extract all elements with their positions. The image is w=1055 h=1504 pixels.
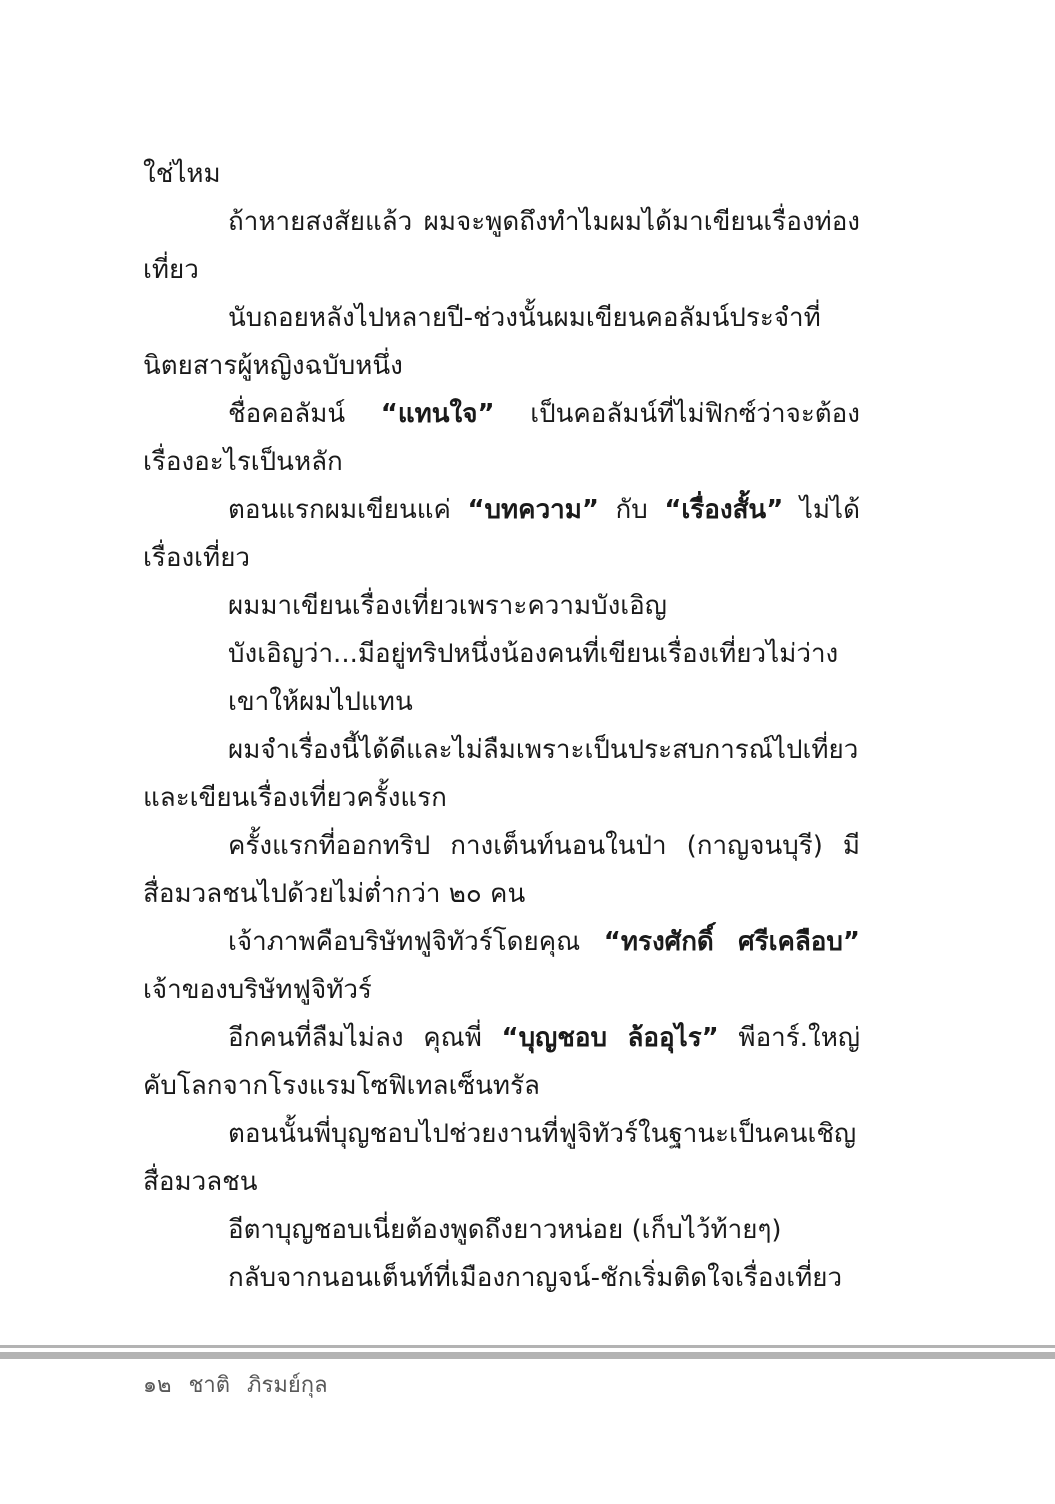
text-run: ไม่ได้ bbox=[799, 495, 860, 525]
author-last-name: ภิรมย์กุล bbox=[247, 1373, 328, 1398]
text-line: เรื่องเที่ยว bbox=[143, 543, 251, 573]
column-name-bold: “แทนใจ” bbox=[380, 399, 495, 429]
person-name-bold: “ทรงศักดิ์ ศรีเคลือบ” bbox=[603, 927, 860, 957]
text-line: กลับจากนอนเต็นท์ที่เมืองกาญจน์-ชักเริ่มติดใจเรื่องเที่ยว bbox=[228, 1263, 843, 1293]
text-line: ผมจำเรื่องนี้ได้ดีและไม่ลืมเพราะเป็นประสบการณ์ไปเที่ยว bbox=[228, 735, 859, 765]
bold-term: “เรื่องสั้น” bbox=[664, 495, 784, 525]
text-run: ชื่อคอลัมน์ bbox=[228, 399, 381, 429]
text-line: ตอนนั้นพี่บุญชอบไปช่วยงานที่ฟูจิทัวร์ในฐานะเป็นคนเชิญ bbox=[228, 1119, 857, 1149]
text-line bbox=[228, 390, 860, 438]
text-line: เจ้าของบริษัทฟูจิทัวร์ bbox=[143, 975, 372, 1005]
bold-term: “บทความ” bbox=[467, 495, 600, 525]
text-line: อีตาบุญชอบเนี่ยต้องพูดถึงยาวหน่อย (เก็บไว้ท้ายๆ) bbox=[228, 1215, 782, 1245]
page-number: ๑๒ bbox=[143, 1373, 172, 1398]
text-run: พีอาร์.ใหญ่ bbox=[718, 1023, 860, 1053]
text-line: เรื่องอะไรเป็นหลัก bbox=[143, 447, 343, 477]
text-line: เขาให้ผมไปแทน bbox=[228, 687, 413, 717]
text-line: สื่อมวลชนไปด้วยไม่ต่ำกว่า ๒๐ คน bbox=[143, 879, 526, 909]
text-line: ถ้าหายสงสัยแล้ว ผมจะพูดถึงทำไมผมได้มาเขียนเรื่องท่อง bbox=[228, 207, 860, 237]
text-line bbox=[228, 486, 860, 534]
text-line: ใช่ไหม bbox=[143, 159, 221, 189]
text-line: สื่อมวลชน bbox=[143, 1167, 258, 1197]
text-line: และเขียนเรื่องเที่ยวครั้งแรก bbox=[143, 783, 447, 813]
footer-divider bbox=[0, 1345, 1055, 1348]
text-line: ผมมาเขียนเรื่องเที่ยวเพราะความบังเอิญ bbox=[228, 591, 667, 621]
text-line: เที่ยว bbox=[143, 255, 199, 285]
footer-divider bbox=[0, 1352, 1055, 1359]
page-footer bbox=[143, 1368, 328, 1404]
author-first-name: ชาติ bbox=[188, 1373, 231, 1398]
text-run: ตอนแรกผมเขียนแค่ bbox=[228, 495, 468, 525]
text-run: กับ bbox=[599, 495, 665, 525]
text-line: คับโลกจากโรงแรมโซฟิเทลเซ็นทรัล bbox=[143, 1071, 540, 1101]
text-run: เป็นคอลัมน์ที่ไม่ฟิกซ์ว่าจะต้อง bbox=[530, 399, 860, 429]
text-line: ครั้งแรกที่ออกทริป กางเต็นท์นอนในป่า (กาญจนบุรี) มี bbox=[228, 831, 860, 861]
text-line: นับถอยหลังไปหลายปี-ช่วงนั้นผมเขียนคอลัมน์ประจำที่ bbox=[228, 303, 821, 333]
person-name-bold: “บุญชอบ ล้ออุไร” bbox=[501, 1023, 719, 1053]
text-run: อีกคนที่ลืมไม่ลง คุณพี่ bbox=[228, 1023, 502, 1053]
text-line: บังเอิญว่า...มีอยู่ทริปหนึ่งน้องคนที่เขียนเรื่องเที่ยวไม่ว่าง bbox=[228, 639, 839, 669]
text-line: นิตยสารผู้หญิงฉบับหนึ่ง bbox=[143, 351, 403, 381]
text-run: เจ้าภาพคือบริษัทฟูจิทัวร์โดยคุณ bbox=[228, 927, 604, 957]
text-line bbox=[228, 1014, 860, 1062]
text-line bbox=[228, 918, 860, 966]
